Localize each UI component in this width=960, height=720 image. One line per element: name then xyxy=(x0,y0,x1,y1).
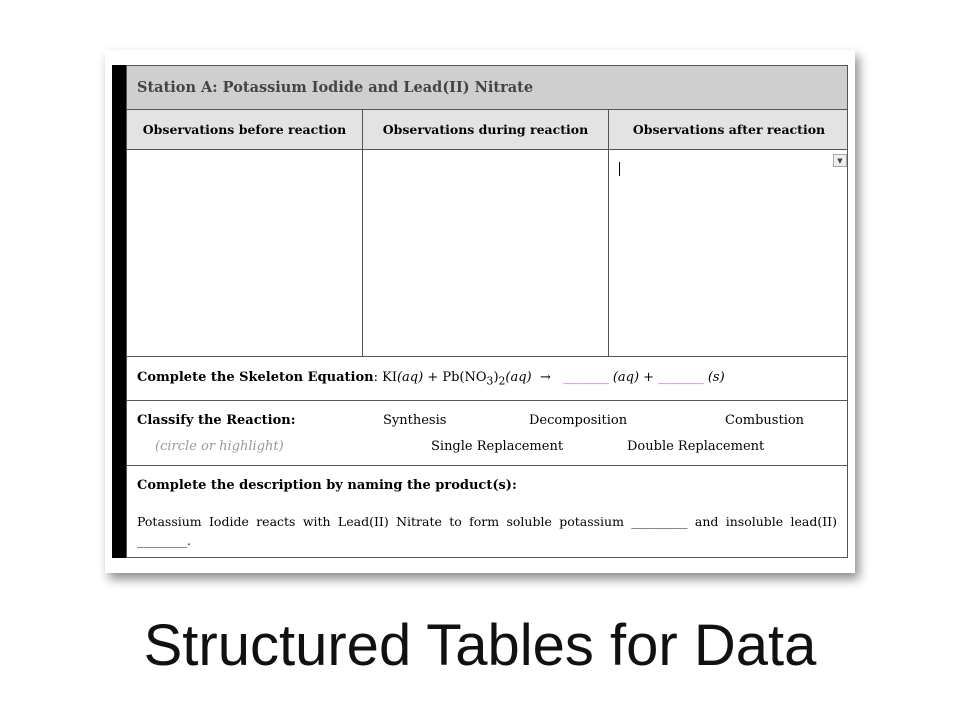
aq: (aq) xyxy=(396,370,424,385)
description-label: Complete the description by naming the product(s): xyxy=(137,478,517,493)
pbno3: + Pb(NO xyxy=(423,370,487,385)
dropdown-arrow-icon[interactable]: ▼ xyxy=(833,154,847,167)
option-combustion[interactable]: Combustion xyxy=(725,413,805,428)
header-during: Observations during reaction xyxy=(363,110,609,149)
equation-label: Complete the Skeleton Equation xyxy=(137,370,374,385)
before-cell[interactable] xyxy=(127,150,363,356)
aq: (aq) + xyxy=(608,370,659,385)
sub2: 2 xyxy=(498,374,506,388)
station-table xyxy=(126,65,848,558)
ki: KI xyxy=(382,370,397,385)
solid: (s) xyxy=(703,370,725,385)
during-cell[interactable] xyxy=(363,150,609,356)
option-double-replacement[interactable]: Double Replacement xyxy=(627,439,765,454)
blank-2[interactable]: _______ xyxy=(658,370,704,385)
arrow: → xyxy=(539,370,551,385)
option-single-replacement[interactable]: Single Replacement xyxy=(431,439,564,454)
option-synthesis[interactable]: Synthesis xyxy=(383,413,447,428)
header-before: Observations before reaction xyxy=(127,110,363,149)
option-decomposition[interactable]: Decomposition xyxy=(529,413,628,428)
slide-caption: Structured Tables for Data xyxy=(143,613,817,678)
classify-hint: (circle or highlight) xyxy=(155,439,284,454)
blank-1[interactable]: _______ xyxy=(563,370,609,385)
description-row xyxy=(127,466,847,559)
paren: ) xyxy=(493,370,499,385)
header-after: Observations after reaction xyxy=(632,122,826,137)
text-cursor xyxy=(619,162,620,176)
description-text: Potassium Iodide reacts with Lead(II) Nitrate to form soluble potassium _________ and insoluble lead(II) ________. xyxy=(137,514,837,548)
classify-row xyxy=(127,401,847,466)
classify-label: Classify the Reaction: xyxy=(137,413,296,428)
equation-row: Complete the Skeleton Equation: $KI(aq) + Pb(NO_3)_2(aq)$ → _______ (aq) + _______ (s) xyxy=(127,357,847,401)
table-title: Station A: Potassium Iodide and Lead(II) Nitrate xyxy=(127,66,847,110)
aq: (aq) xyxy=(505,370,532,385)
observation-row xyxy=(127,150,847,357)
left-margin-bar xyxy=(112,65,126,558)
after-cell[interactable] xyxy=(609,150,849,356)
sub3: 3 xyxy=(486,374,494,388)
header-row xyxy=(127,110,847,150)
